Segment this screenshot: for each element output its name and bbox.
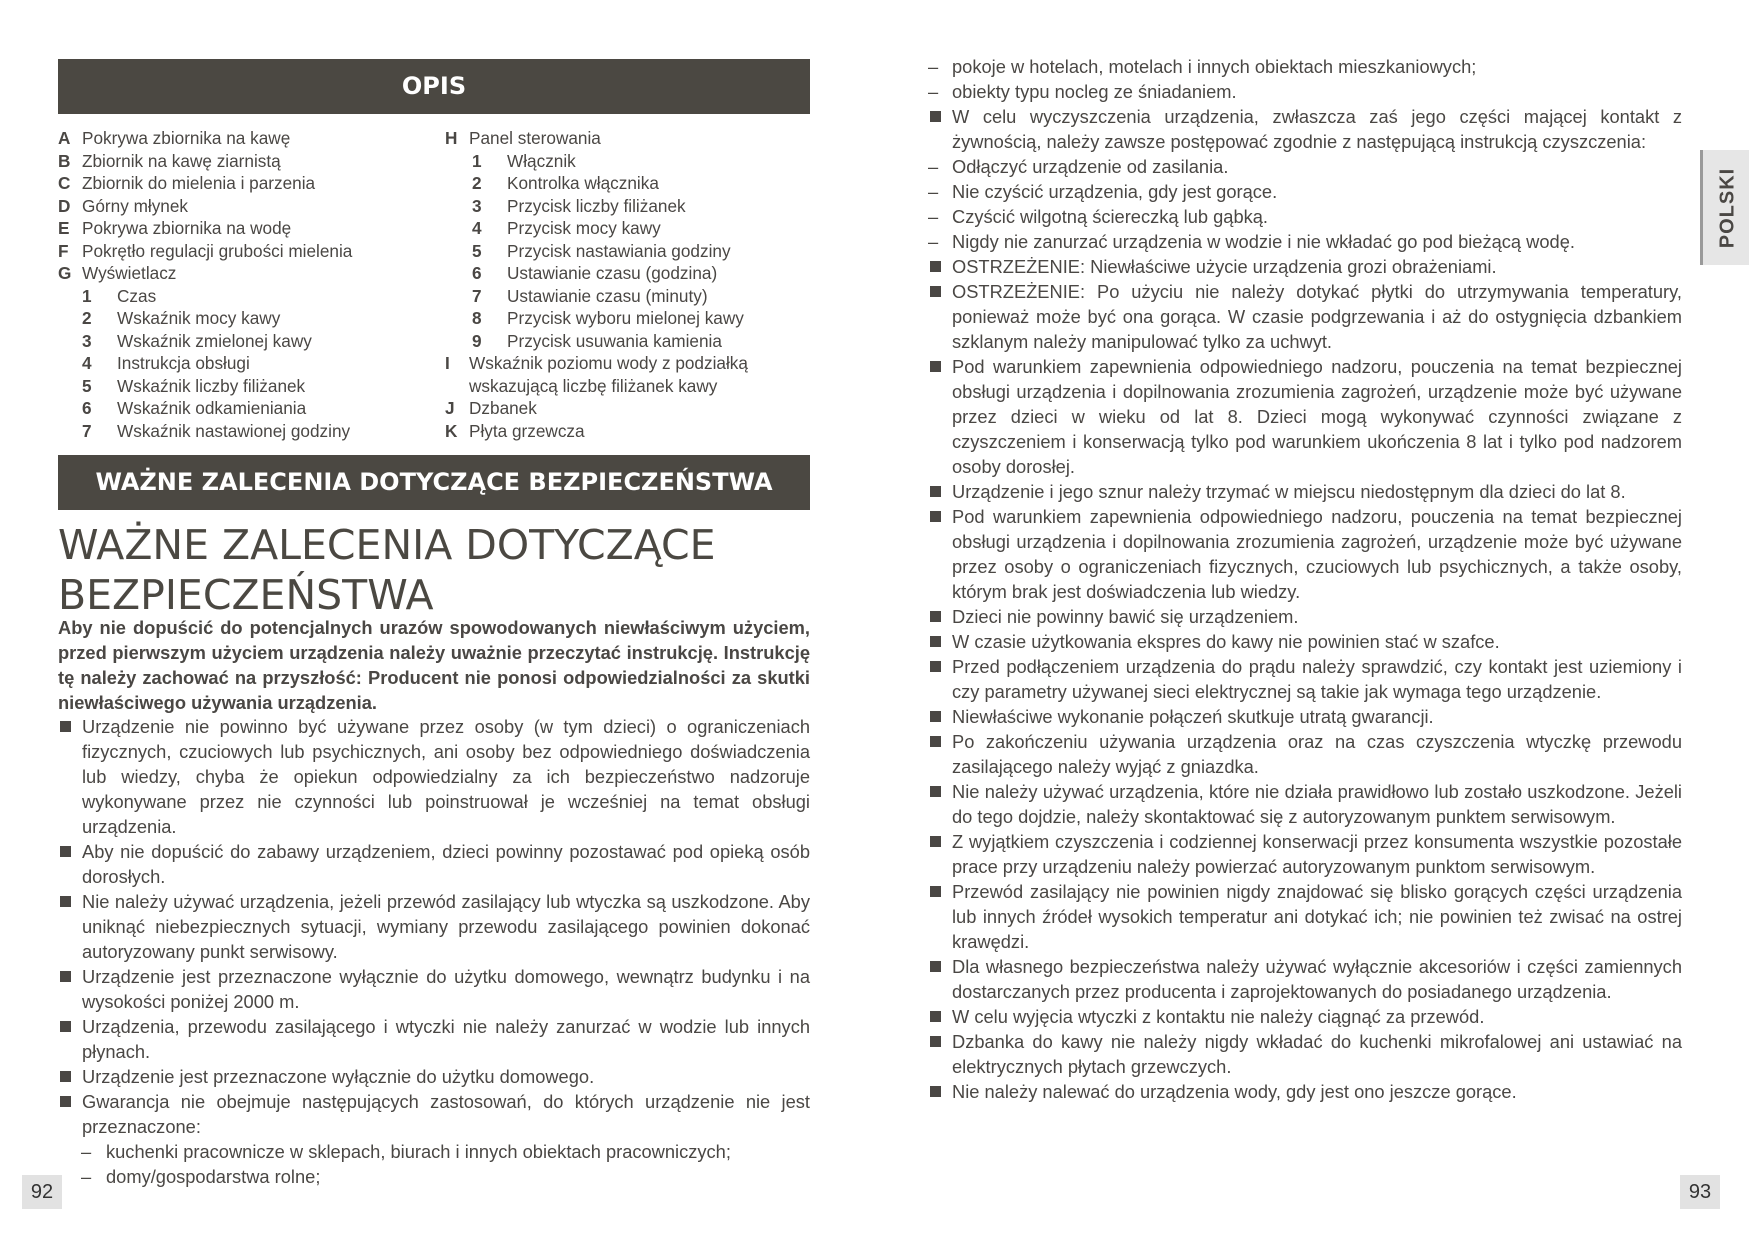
safety-text: Dzbanka do kawy nie należy nigdy wkładać do kuchenki mikrofalowej ani ustawiać na elektrycznych płytach grzewczych. (952, 1031, 1682, 1077)
square-bullet-icon (60, 846, 71, 857)
square-bullet-icon (930, 111, 941, 122)
safety-text: kuchenki pracownicze w sklepach, biurach i innych obiektach pracowniczych; (106, 1141, 731, 1162)
part-label: Zbiornik do mielenia i parzenia (82, 173, 316, 193)
square-bullet-icon (930, 736, 941, 747)
safety-text: Nigdy nie zanurzać urządzenia w wodzie i nie wkładać go pod bieżącą wodę. (952, 231, 1575, 252)
safety-item (928, 279, 1682, 354)
square-bullet-icon (930, 261, 941, 272)
part-key: 4 (82, 353, 92, 373)
safety-item (928, 1079, 1682, 1104)
safety-item (928, 1029, 1682, 1079)
part-key: 7 (82, 420, 92, 441)
square-bullet-icon (930, 711, 941, 722)
page-number-right: 93 (1680, 1175, 1720, 1209)
dash-marker: – (928, 56, 939, 77)
part-item (445, 420, 810, 443)
square-bullet-icon (930, 886, 941, 897)
language-label: POLSKI (1716, 167, 1738, 248)
square-bullet-icon (60, 721, 71, 732)
safety-subitem (928, 79, 1682, 104)
part-item (445, 330, 810, 353)
part-item (445, 127, 810, 150)
dash-marker: – (928, 156, 939, 177)
safety-item (928, 654, 1682, 704)
square-bullet-icon (60, 896, 71, 907)
safety-item (928, 829, 1682, 879)
part-label: Ustawianie czasu (minuty) (507, 285, 708, 306)
square-bullet-icon (930, 636, 941, 647)
part-item (445, 307, 810, 330)
safety-text: OSTRZEŻENIE: Po użyciu nie należy dotykać płytki do utrzymywania temperatury, ponieważ może być ona gorąca. W czasie podgrzewania i aż do ostygnięcia dzbankiem szklanym należy manipulować tylko za uchwyt. (952, 281, 1682, 352)
safety-intro: Aby nie dopuścić do potencjalnych urazów spowodowanych niewłaściwym użyciem, przed pierwszym użyciem urządzenia należy uważnie przeczytać instrukcję. Instrukcję tę należy zachować na przyszłość: Producent nie ponosi odpowiedzialności za skutki niewłaściwego używania urządzenia. (58, 617, 810, 713)
part-key: 7 (472, 285, 482, 306)
part-label: Pokrywa zbiornika na wodę (82, 218, 292, 238)
safety-item (928, 504, 1682, 604)
part-item (58, 420, 438, 443)
part-label: Ustawianie czasu (godzina) (507, 263, 718, 283)
part-label: Przycisk usuwania kamienia (507, 330, 722, 351)
safety-text: Urządzenie jest przeznaczone wyłącznie do użytku domowego. (82, 1066, 595, 1087)
part-label: Wskaźnik zmielonej kawy (117, 330, 312, 351)
safety-subitem (928, 179, 1682, 204)
safety-text: W celu wyjęcia wtyczki z kontaktu nie należy ciągnąć za przewód. (952, 1006, 1485, 1027)
square-bullet-icon (930, 1036, 941, 1047)
part-key: K (445, 420, 458, 441)
part-key: J (445, 398, 455, 418)
part-label: Przycisk wyboru mielonej kawy (507, 308, 744, 328)
safety-text: Urządzenie i jego sznur należy trzymać w miejscu niedostępnym dla dzieci do lat 8. (952, 481, 1626, 502)
square-bullet-icon (60, 1071, 71, 1082)
safety-item (928, 1004, 1682, 1029)
part-key: F (58, 240, 69, 261)
part-label: Wskaźnik nastawionej godziny (117, 420, 351, 441)
safety-item (928, 104, 1682, 154)
part-key: 3 (82, 330, 92, 351)
part-key: H (445, 128, 458, 148)
safety-item (58, 964, 810, 1014)
part-label: Panel sterowania (469, 128, 601, 148)
part-key: 3 (472, 195, 482, 216)
safety-text: Dla własnego bezpieczeństwa należy używać wyłącznie akcesoriów i części zamiennych dostarczanych przez producenta i zaprojektowanych do posiadanego urządzenia. (952, 956, 1682, 1002)
dash-marker: – (928, 181, 939, 202)
part-item (445, 150, 810, 173)
safety-text: Czyścić wilgotną ściereczką lub gąbką. (952, 206, 1268, 227)
part-item (58, 127, 438, 150)
parts-list-left (58, 127, 438, 442)
parts-list-right (445, 127, 810, 442)
part-key: 2 (472, 173, 482, 193)
part-label: Górny młynek (82, 195, 189, 216)
safety-subitem (928, 229, 1682, 254)
part-item (445, 397, 810, 420)
part-item (58, 172, 438, 195)
safety-item (58, 1014, 810, 1064)
safety-text: Urządzenie jest przeznaczone wyłącznie do użytku domowego, wewnątrz budynku i na wysokości poniżej 2000 m. (82, 966, 810, 1012)
part-key: 6 (82, 398, 92, 418)
square-bullet-icon (930, 486, 941, 497)
part-key: B (58, 150, 71, 171)
part-item (445, 262, 810, 285)
safety-item (58, 1064, 810, 1089)
part-item (445, 195, 810, 218)
part-label: Dzbanek (469, 398, 537, 418)
part-label: Wyświetlacz (82, 263, 177, 283)
square-bullet-icon (930, 1086, 941, 1097)
part-key: A (58, 128, 71, 148)
safety-list-left (58, 714, 810, 1189)
safety-banner: WAŻNE ZALECENIA DOTYCZĄCE BEZPIECZEŃSTWA (58, 455, 810, 510)
square-bullet-icon (930, 361, 941, 372)
part-item (58, 195, 438, 218)
safety-text: Gwarancja nie obejmuje następujących zastosowań, do których urządzenie nie jest przeznaczone: (82, 1091, 810, 1137)
part-item (58, 397, 438, 420)
safety-text: Urządzenia, przewodu zasilającego i wtyczki nie należy zanurzać w wodzie lub innych płynach. (82, 1016, 810, 1062)
part-label: Włącznik (507, 150, 576, 171)
part-label: Instrukcja obsługi (117, 353, 250, 373)
square-bullet-icon (930, 961, 941, 972)
part-item (58, 330, 438, 353)
part-item (58, 285, 438, 308)
dash-marker: – (81, 1141, 92, 1162)
part-item (445, 285, 810, 308)
safety-text: Z wyjątkiem czyszczenia i codziennej konserwacji przez konsumenta wszystkie pozostałe prace przy urządzeniu należy powierzać autoryzowanym punktom serwisowym. (952, 831, 1682, 877)
square-bullet-icon (930, 661, 941, 672)
safety-text: W czasie użytkowania ekspres do kawy nie powinien stać w szafce. (952, 631, 1500, 652)
part-key: 5 (472, 240, 482, 261)
square-bullet-icon (60, 971, 71, 982)
square-bullet-icon (930, 786, 941, 797)
part-item (58, 375, 438, 398)
part-key: 9 (472, 330, 482, 351)
safety-item (58, 1089, 810, 1139)
safety-text: Nie należy używać urządzenia, jeżeli przewód zasilający lub wtyczka są uszkodzone. Aby uniknąć niebezpiecznych sytuacji, wymiany przewodu zasilającego powinien dokonać autoryzowany punkt serwisowy. (82, 891, 810, 962)
part-label: Kontrolka włącznika (507, 173, 659, 193)
part-item (58, 352, 438, 375)
dash-marker: – (928, 81, 939, 102)
part-item (58, 217, 438, 240)
part-label: Czas (117, 285, 157, 306)
part-label: Zbiornik na kawę ziarnistą (82, 150, 281, 171)
safety-item (928, 479, 1682, 504)
opis-heading: OPIS (58, 59, 810, 114)
dash-marker: – (928, 231, 939, 252)
part-key: 1 (472, 150, 482, 171)
safety-list-right (928, 54, 1682, 1104)
safety-text: Nie czyścić urządzenia, gdy jest gorące. (952, 181, 1278, 202)
part-label: Pokrywa zbiornika na kawę (82, 128, 291, 148)
part-key: 4 (472, 218, 482, 238)
part-label: Wskaźnik liczby filiżanek (117, 375, 306, 396)
part-key: 2 (82, 308, 92, 328)
part-key: 1 (82, 285, 92, 306)
part-key: 5 (82, 375, 92, 396)
safety-item (58, 889, 810, 964)
safety-text: Aby nie dopuścić do zabawy urządzeniem, dzieci powinny pozostawać pod opieką osób dorosłych. (82, 841, 810, 887)
safety-item (928, 879, 1682, 954)
square-bullet-icon (930, 511, 941, 522)
part-label: Pokrętło regulacji grubości mielenia (82, 240, 353, 261)
safety-text: Nie należy nalewać do urządzenia wody, gdy jest ono jeszcze gorące. (952, 1081, 1517, 1102)
safety-subitem (928, 54, 1682, 79)
part-label: Wskaźnik poziomu wody z podziałką wskazującą liczbę filiżanek kawy (469, 353, 748, 396)
part-label: Przycisk mocy kawy (507, 218, 661, 238)
safety-text: Nie należy używać urządzenia, które nie działa prawidłowo lub zostało uszkodzone. Jeżeli do tego dojdzie, należy skontaktować się z autoryzowanym punktem serwisowym. (952, 781, 1682, 827)
safety-item (928, 704, 1682, 729)
safety-item (928, 254, 1682, 279)
safety-text: Urządzenie nie powinno być używane przez osoby (w tym dzieci) o ograniczeniach fizycznych, czuciowych lub psychicznych, ani osoby bez odpowiedniego doświadczenia lub wiedzy, chyba że opiekun odpowiedzialny za ich bezpieczeństwo nadzoruje wykonywane przez nie czynności lub poinstruował je wcześniej na temat obsługi urządzenia. (82, 716, 810, 837)
part-item (58, 307, 438, 330)
part-key: D (58, 195, 71, 216)
page-number-left: 92 (22, 1175, 62, 1209)
safety-text: Po zakończeniu używania urządzenia oraz na czas czyszczenia wtyczkę przewodu zasilającego należy wyjąć z gniazdka. (952, 731, 1682, 777)
safety-item (58, 839, 810, 889)
part-item (445, 352, 810, 397)
part-item (58, 150, 438, 173)
safety-subitem (58, 1139, 810, 1164)
part-key: I (445, 353, 450, 373)
square-bullet-icon (930, 1011, 941, 1022)
part-item (58, 262, 438, 285)
language-tab (1700, 150, 1749, 265)
safety-item (928, 604, 1682, 629)
safety-item (928, 629, 1682, 654)
safety-text: Przewód zasilający nie powinien nigdy znajdować się blisko gorących części urządzenia lub innych źródeł wysokich temperatur ani dotykać ich; nie powinien też zwisać na ostrej krawędzi. (952, 881, 1682, 952)
part-key: 6 (472, 263, 482, 283)
part-label: Przycisk liczby filiżanek (507, 195, 686, 216)
part-label: Wskaźnik mocy kawy (117, 308, 281, 328)
safety-title: WAŻNE ZALECENIA DOTYCZĄCE BEZPIECZEŃSTWA (58, 521, 716, 619)
safety-text: Przed podłączeniem urządzenia do prądu należy sprawdzić, czy kontakt jest uziemiony i czy parametry używanej sieci elektrycznej są takie jak wymaga tego urządzenie. (952, 656, 1682, 702)
safety-item (928, 354, 1682, 479)
safety-item (58, 714, 810, 839)
dash-marker: – (81, 1166, 92, 1187)
safety-text: OSTRZEŻENIE: Niewłaściwe użycie urządzenia grozi obrażeniami. (952, 256, 1497, 277)
part-key: G (58, 263, 72, 283)
square-bullet-icon (930, 836, 941, 847)
square-bullet-icon (60, 1021, 71, 1032)
safety-item (928, 729, 1682, 779)
safety-text: Pod warunkiem zapewnienia odpowiedniego nadzoru, pouczenia na temat bezpiecznej obsługi urządzenia i dopilnowania zrozumienia zagrożeń, urządzenie może być używane przez osoby o ograniczeniach fizycznych, czuciowych lub psychicznych, a także osoby, którym brak jest doświadczenia lub wiedzy. (952, 506, 1682, 602)
safety-text: W celu wyczyszczenia urządzenia, zwłaszcza zaś jego części mającej kontakt z żywnością, należy zawsze postępować zgodnie z następującą instrukcją czyszczenia: (952, 106, 1682, 152)
part-item (58, 240, 438, 263)
safety-subitem (58, 1164, 810, 1189)
safety-text: Niewłaściwe wykonanie połączeń skutkuje utratą gwarancji. (952, 706, 1434, 727)
safety-text: Odłączyć urządzenie od zasilania. (952, 156, 1229, 177)
safety-item (928, 954, 1682, 1004)
part-item (445, 240, 810, 263)
safety-item (928, 779, 1682, 829)
square-bullet-icon (930, 286, 941, 297)
part-item (445, 172, 810, 195)
part-item (445, 217, 810, 240)
square-bullet-icon (930, 611, 941, 622)
part-label: Płyta grzewcza (469, 420, 585, 441)
safety-text: pokoje w hotelach, motelach i innych obiektach mieszkaniowych; (952, 56, 1477, 77)
safety-text: obiekty typu nocleg ze śniadaniem. (952, 81, 1237, 102)
part-key: 8 (472, 308, 482, 328)
dash-marker: – (928, 206, 939, 227)
safety-text: Dzieci nie powinny bawić się urządzeniem. (952, 606, 1299, 627)
safety-text: Pod warunkiem zapewnienia odpowiedniego nadzoru, pouczenia na temat bezpiecznej obsługi urządzenia i dopilnowania zrozumienia zagrożeń, urządzenie może być używane przez dzieci w wieku od lat 8. Dzieci mogą wykonywać czynności związane z czyszczeniem i konserwacją tylko pod warunkiem ukończenia 8 lat i tylko pod nadzorem osoby dorosłej. (952, 356, 1682, 477)
square-bullet-icon (60, 1096, 71, 1107)
part-key: C (58, 173, 71, 193)
part-key: E (58, 218, 70, 238)
safety-subitem (928, 204, 1682, 229)
safety-subitem (928, 154, 1682, 179)
part-label: Przycisk nastawiania godziny (507, 240, 731, 261)
part-label: Wskaźnik odkamieniania (117, 398, 307, 418)
safety-text: domy/gospodarstwa rolne; (106, 1166, 321, 1187)
